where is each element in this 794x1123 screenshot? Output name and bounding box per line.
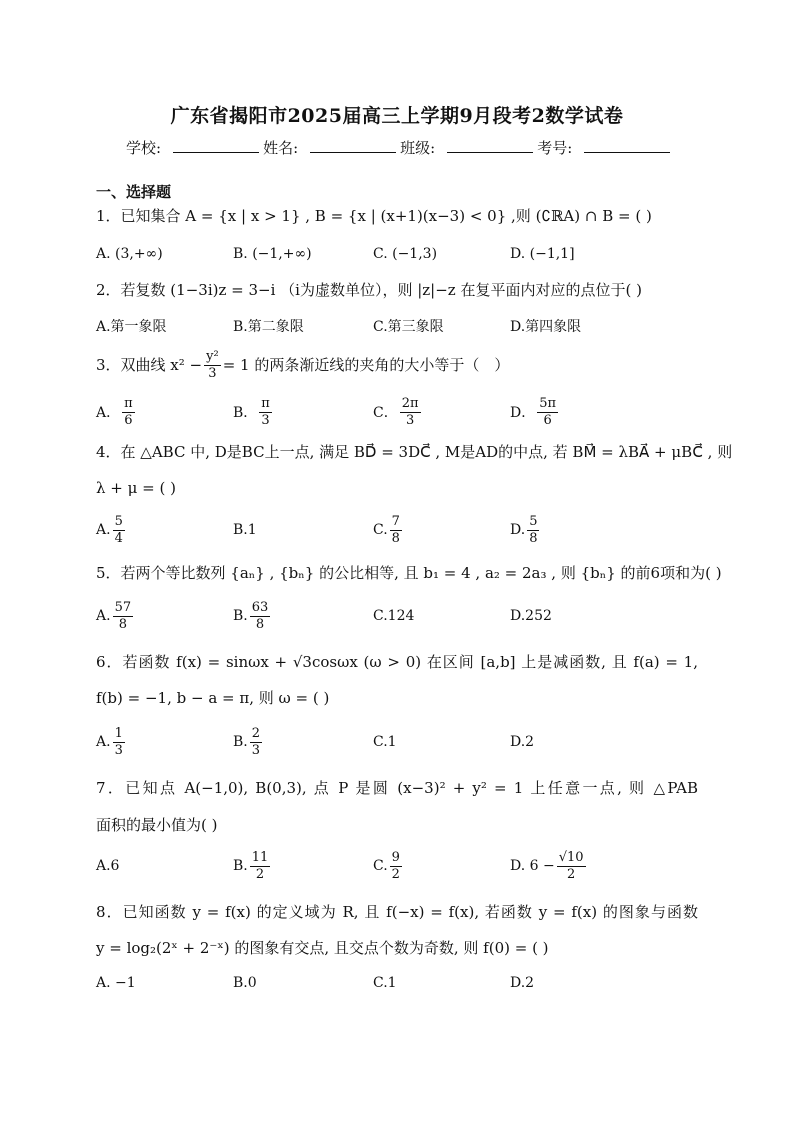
q3-stem-part-a: 3．双曲线 x² −: [96, 356, 203, 374]
question-7-line-1: 7．已知点 A(−1,0), B(0,3), 点 P 是圆 (x−3)² + y² = 1 上任意一点, 则 △PAB: [96, 779, 698, 797]
name-label: 姓名:: [263, 139, 299, 157]
question-5-stem: 5．若两个等比数列 {aₙ} , {bₙ} 的公比相等, 且 b₁ = 4 , a₂ = 2a₃ , 则 {bₙ} 的前6项和为( ): [96, 564, 722, 582]
student-info-row: [126, 137, 670, 158]
q5-option-b: [233, 596, 272, 636]
q5-b-prefix: B.: [233, 608, 248, 624]
question-6-line-1: 6．若函数 f(x) = sinωx + √3cosωx (ω > 0) 在区间 [a,b] 上是减函数, 且 f(a) = 1,: [96, 653, 698, 671]
q8-option-c: C.1: [373, 975, 397, 991]
question-3-options: [96, 392, 736, 432]
q6-b-num: 2: [251, 725, 261, 741]
q6-option-c: C.1: [373, 734, 397, 750]
exam-title: 广东省揭阳市2025届高三上学期9月段考2数学试卷: [170, 105, 624, 127]
q8-option-a: A. −1: [96, 975, 136, 991]
q6-b-den: 3: [251, 742, 261, 758]
q5-a-den: 8: [118, 616, 127, 632]
q4-option-c: [373, 510, 404, 550]
question-4-line-2: λ + μ = ( ): [96, 479, 176, 497]
q4-a-den: 4: [114, 530, 123, 546]
q6-b-fraction: [250, 726, 262, 759]
q5-b-num: 63: [251, 599, 269, 615]
question-6-line-2: f(b) = −1, b − a = π, 则 ω = ( ): [96, 689, 330, 707]
q3-c-prefix: C．: [373, 405, 398, 421]
q1-option-b: B. (−1,+∞): [233, 246, 312, 262]
q5-option-a: [96, 596, 135, 636]
section-heading: 一、选择题: [96, 183, 172, 201]
q3-a-num: π: [124, 395, 133, 411]
q1-option-a: A. (3,+∞): [96, 246, 163, 262]
question-1-stem: 1．已知集合 A = {x | x > 1} , B = {x | (x+1)(x−3) < 0} ,则 (∁ℝA) ∩ B = ( ): [96, 207, 652, 225]
q3-b-num: π: [261, 395, 270, 411]
q5-a-prefix: A.: [96, 608, 111, 624]
q7-d-fraction: [557, 850, 586, 883]
question-8-options: [96, 963, 736, 1003]
q7-d-num: √10: [558, 849, 584, 865]
q4-a-fraction: [113, 514, 125, 547]
q3-stem-denominator: 3: [208, 365, 217, 381]
q3-b-prefix: B．: [233, 405, 258, 421]
q3-c-num: 2π: [401, 395, 419, 411]
question-2-options: [96, 306, 736, 346]
q2-option-d: D.第四象限: [510, 319, 582, 335]
q7-option-d: [510, 846, 588, 886]
q6-a-num: 1: [114, 725, 123, 741]
q7-d-prefix: D. 6 −: [510, 858, 555, 874]
q3-stem-part-b: = 1 的两条渐近线的夹角的大小等于（ ）: [222, 356, 510, 374]
q2-option-c: C.第三象限: [373, 319, 444, 335]
q4-c-num: 7: [391, 513, 400, 529]
q7-c-prefix: C.: [373, 858, 388, 874]
q4-option-d: [510, 510, 541, 550]
q5-b-den: 8: [255, 616, 265, 632]
q7-c-num: 9: [391, 849, 400, 865]
q3-option-b: [233, 392, 274, 432]
question-1-options: [96, 234, 736, 274]
q5-option-d: D.252: [510, 608, 552, 624]
q6-option-d: D.2: [510, 734, 535, 750]
q6-a-den: 3: [114, 742, 123, 758]
q3-d-den: 6: [543, 412, 552, 428]
q6-b-prefix: B.: [233, 734, 248, 750]
q3-c-fraction: [400, 396, 421, 429]
q7-c-fraction: [390, 850, 402, 883]
q7-b-prefix: B.: [233, 858, 248, 874]
q2-option-b: B.第二象限: [233, 319, 304, 335]
q1-option-d: D. (−1,1]: [510, 246, 575, 262]
q4-d-prefix: D.: [510, 522, 526, 538]
q5-a-num: 57: [114, 599, 132, 615]
q5-b-fraction: [250, 600, 271, 633]
q3-d-prefix: D．: [510, 405, 536, 421]
question-4-line-1: 4．在 △ABC 中, D是BC上一点, 满足 BD⃗ = 3DC⃗ , M是AD的中点, 若 BM⃗ = λBA⃗ + μBC⃗ , 则: [96, 443, 733, 461]
question-8-line-1: 8．已知函数 y = f(x) 的定义域为 R, 且 f(−x) = f(x), 若函数 y = f(x) 的图象与函数: [96, 903, 698, 921]
q3-d-num: 5π: [539, 395, 557, 411]
q6-option-b: [233, 722, 264, 762]
question-3-stem: [96, 348, 509, 382]
q6-a-prefix: A.: [96, 734, 111, 750]
q3-c-den: 3: [405, 412, 415, 428]
class-blank: [447, 138, 533, 153]
q2-option-a: A.第一象限: [96, 319, 167, 335]
q3-a-fraction: [122, 396, 135, 429]
school-label: 学校:: [126, 139, 162, 157]
question-7-line-2: 面积的最小值为( ): [96, 816, 218, 834]
q4-c-den: 8: [391, 530, 400, 546]
question-8-line-2: y = log₂(2ˣ + 2⁻ˣ) 的图象有交点, 且交点个数为奇数, 则 f(0) = ( ): [96, 939, 549, 957]
q4-a-num: 5: [114, 513, 123, 529]
q8-option-d: D.2: [510, 975, 535, 991]
q4-c-prefix: C.: [373, 522, 388, 538]
q1-option-c: C. (−1,3): [373, 246, 438, 262]
q7-b-den: 2: [255, 866, 265, 882]
q6-option-a: [96, 722, 127, 762]
q3-option-a: [96, 392, 137, 432]
q3-option-d: [510, 392, 560, 432]
question-5-options: [96, 596, 736, 636]
q5-a-fraction: [113, 600, 134, 633]
q4-a-prefix: A.: [96, 522, 111, 538]
q3-stem-fraction: [204, 349, 221, 382]
q4-d-den: 8: [529, 530, 538, 546]
q6-a-fraction: [113, 726, 125, 759]
question-7-options: [96, 846, 736, 886]
q3-b-den: 3: [261, 412, 270, 428]
q7-option-c: [373, 846, 404, 886]
q4-d-fraction: [527, 514, 539, 547]
q5-option-c: C.124: [373, 608, 415, 624]
q3-b-fraction: [259, 396, 272, 429]
q7-option-a: A.6: [96, 858, 120, 874]
q4-option-a: [96, 510, 127, 550]
q7-c-den: 2: [391, 866, 400, 882]
question-2-stem: 2．若复数 (1−3i)z = 3−i （i为虚数单位），则 |z|−z 在复平面内对应的点位于( ): [96, 281, 642, 299]
q3-a-prefix: A．: [96, 405, 121, 421]
q4-d-num: 5: [529, 513, 538, 529]
question-6-options: [96, 722, 736, 762]
q3-d-fraction: [537, 396, 558, 429]
q3-stem-numerator: y²: [206, 348, 219, 364]
q7-d-den: 2: [566, 866, 576, 882]
class-label: 班级:: [400, 139, 436, 157]
number-label: 考号:: [537, 139, 573, 157]
q3-a-den: 6: [124, 412, 133, 428]
q4-option-b: B.1: [233, 522, 257, 538]
q4-c-fraction: [390, 514, 402, 547]
number-blank: [584, 138, 670, 153]
q7-b-num: 11: [251, 849, 269, 865]
q3-option-c: [373, 392, 423, 432]
q7-option-b: [233, 846, 272, 886]
name-blank: [310, 138, 396, 153]
q7-b-fraction: [250, 850, 271, 883]
school-blank: [173, 138, 259, 153]
q8-option-b: B.0: [233, 975, 257, 991]
question-4-options: [96, 510, 736, 550]
